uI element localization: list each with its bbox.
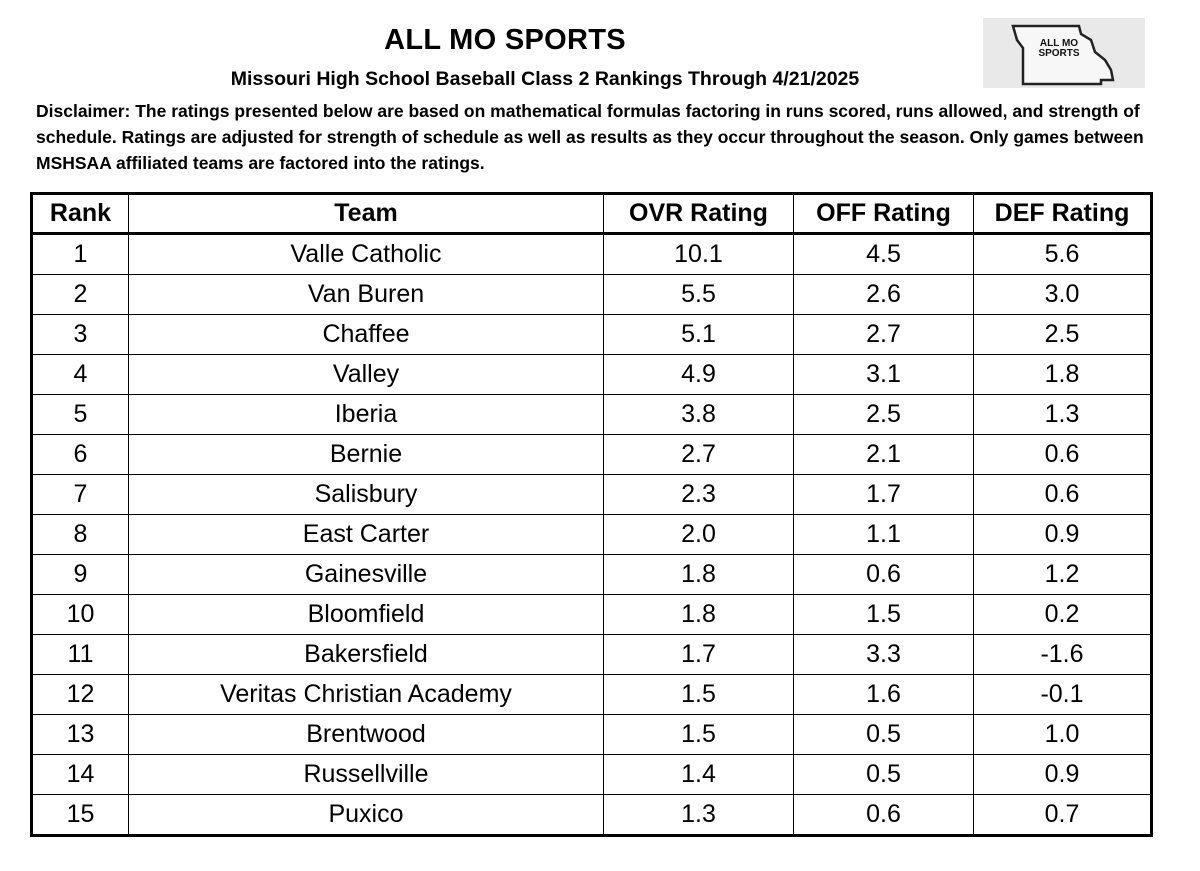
def-rating-cell: 5.6: [974, 234, 1152, 275]
def-rating-cell: 0.6: [974, 435, 1152, 475]
rank-cell: 8: [32, 515, 129, 555]
rank-cell: 10: [32, 595, 129, 635]
disclaimer: Disclaimer: The ratings presented below are based on mathematical formulas factoring in runs scored, runs allowed, and strength of schedule. Ratings are adjusted for strength of schedule as well as results as they occur throughout the season. Only games between MSHSAA affiliated teams are factored into the ratings.: [36, 101, 1144, 173]
off-rating-cell: 2.5: [794, 395, 974, 435]
table-row: [32, 234, 1152, 275]
def-rating-cell: 1.3: [974, 395, 1152, 435]
def-rating-cell: 0.2: [974, 595, 1152, 635]
table-row: [32, 635, 1152, 675]
rank-cell: 11: [32, 635, 129, 675]
table-row: [32, 435, 1152, 475]
team-cell: Bakersfield: [129, 635, 604, 675]
table-row: [32, 595, 1152, 635]
table-row: [32, 715, 1152, 755]
off-rating-cell: 0.5: [794, 755, 974, 795]
team-cell: Brentwood: [129, 715, 604, 755]
ovr-rating-cell: 2.0: [604, 515, 794, 555]
rank-cell: 2: [32, 275, 129, 315]
def-rating-cell: 1.2: [974, 555, 1152, 595]
off-rating-cell: 1.1: [794, 515, 974, 555]
table-row: [32, 395, 1152, 435]
rank-cell: 13: [32, 715, 129, 755]
off-rating-cell: 1.5: [794, 595, 974, 635]
rank-cell: 9: [32, 555, 129, 595]
ovr-rating-cell: 3.8: [604, 395, 794, 435]
table-row: [32, 275, 1152, 315]
ovr-rating-cell: 1.3: [604, 795, 794, 836]
table-body: [32, 234, 1152, 836]
rank-cell: 4: [32, 355, 129, 395]
column-header-rank: Rank: [32, 194, 129, 234]
team-cell: Iberia: [129, 395, 604, 435]
ovr-rating-cell: 1.8: [604, 555, 794, 595]
ovr-rating-cell: 1.7: [604, 635, 794, 675]
page-title: ALL MO SPORTS: [384, 24, 626, 56]
def-rating-cell: -0.1: [974, 675, 1152, 715]
rankings-table: [30, 192, 1153, 837]
off-rating-cell: 3.1: [794, 355, 974, 395]
team-cell: Valle Catholic: [129, 234, 604, 275]
off-rating-cell: 2.6: [794, 275, 974, 315]
rank-cell: 15: [32, 795, 129, 836]
column-header-team: Team: [129, 194, 604, 234]
table-row: [32, 315, 1152, 355]
def-rating-cell: 0.9: [974, 515, 1152, 555]
def-rating-cell: 0.6: [974, 475, 1152, 515]
ovr-rating-cell: 2.7: [604, 435, 794, 475]
column-header-ovr-rating: OVR Rating: [604, 194, 794, 234]
rank-cell: 3: [32, 315, 129, 355]
team-cell: Chaffee: [129, 315, 604, 355]
def-rating-cell: 0.7: [974, 795, 1152, 836]
rank-cell: 14: [32, 755, 129, 795]
table-row: [32, 355, 1152, 395]
team-cell: Bernie: [129, 435, 604, 475]
table-header-row: [32, 194, 1152, 234]
column-header-def-rating: DEF Rating: [974, 194, 1152, 234]
table-row: [32, 675, 1152, 715]
subtitle: Missouri High School Baseball Class 2 Rankings Through 4/21/2025: [230, 68, 860, 90]
off-rating-cell: 1.6: [794, 675, 974, 715]
off-rating-cell: 0.6: [794, 795, 974, 836]
def-rating-cell: 2.5: [974, 315, 1152, 355]
logo-text: ALL MO SPORTS: [1038, 38, 1080, 59]
ovr-rating-cell: 1.5: [604, 675, 794, 715]
team-cell: Puxico: [129, 795, 604, 836]
def-rating-cell: 0.9: [974, 755, 1152, 795]
ovr-rating-cell: 10.1: [604, 234, 794, 275]
ovr-rating-cell: 4.9: [604, 355, 794, 395]
team-cell: Russellville: [129, 755, 604, 795]
ovr-rating-cell: 2.3: [604, 475, 794, 515]
ovr-rating-cell: 1.4: [604, 755, 794, 795]
def-rating-cell: 1.0: [974, 715, 1152, 755]
column-header-off-rating: OFF Rating: [794, 194, 974, 234]
ovr-rating-cell: 5.5: [604, 275, 794, 315]
rank-cell: 1: [32, 234, 129, 275]
off-rating-cell: 0.5: [794, 715, 974, 755]
ovr-rating-cell: 5.1: [604, 315, 794, 355]
table-row: [32, 795, 1152, 836]
table-row: [32, 475, 1152, 515]
team-cell: Gainesville: [129, 555, 604, 595]
table-row: [32, 755, 1152, 795]
off-rating-cell: 3.3: [794, 635, 974, 675]
rank-cell: 7: [32, 475, 129, 515]
rank-cell: 12: [32, 675, 129, 715]
team-cell: Salisbury: [129, 475, 604, 515]
table-row: [32, 515, 1152, 555]
def-rating-cell: -1.6: [974, 635, 1152, 675]
team-cell: Bloomfield: [129, 595, 604, 635]
team-cell: Veritas Christian Academy: [129, 675, 604, 715]
ovr-rating-cell: 1.8: [604, 595, 794, 635]
team-cell: East Carter: [129, 515, 604, 555]
off-rating-cell: 0.6: [794, 555, 974, 595]
team-cell: Van Buren: [129, 275, 604, 315]
ovr-rating-cell: 1.5: [604, 715, 794, 755]
off-rating-cell: 4.5: [794, 234, 974, 275]
table-row: [32, 555, 1152, 595]
off-rating-cell: 2.7: [794, 315, 974, 355]
rank-cell: 6: [32, 435, 129, 475]
off-rating-cell: 2.1: [794, 435, 974, 475]
rank-cell: 5: [32, 395, 129, 435]
def-rating-cell: 3.0: [974, 275, 1152, 315]
off-rating-cell: 1.7: [794, 475, 974, 515]
def-rating-cell: 1.8: [974, 355, 1152, 395]
team-cell: Valley: [129, 355, 604, 395]
